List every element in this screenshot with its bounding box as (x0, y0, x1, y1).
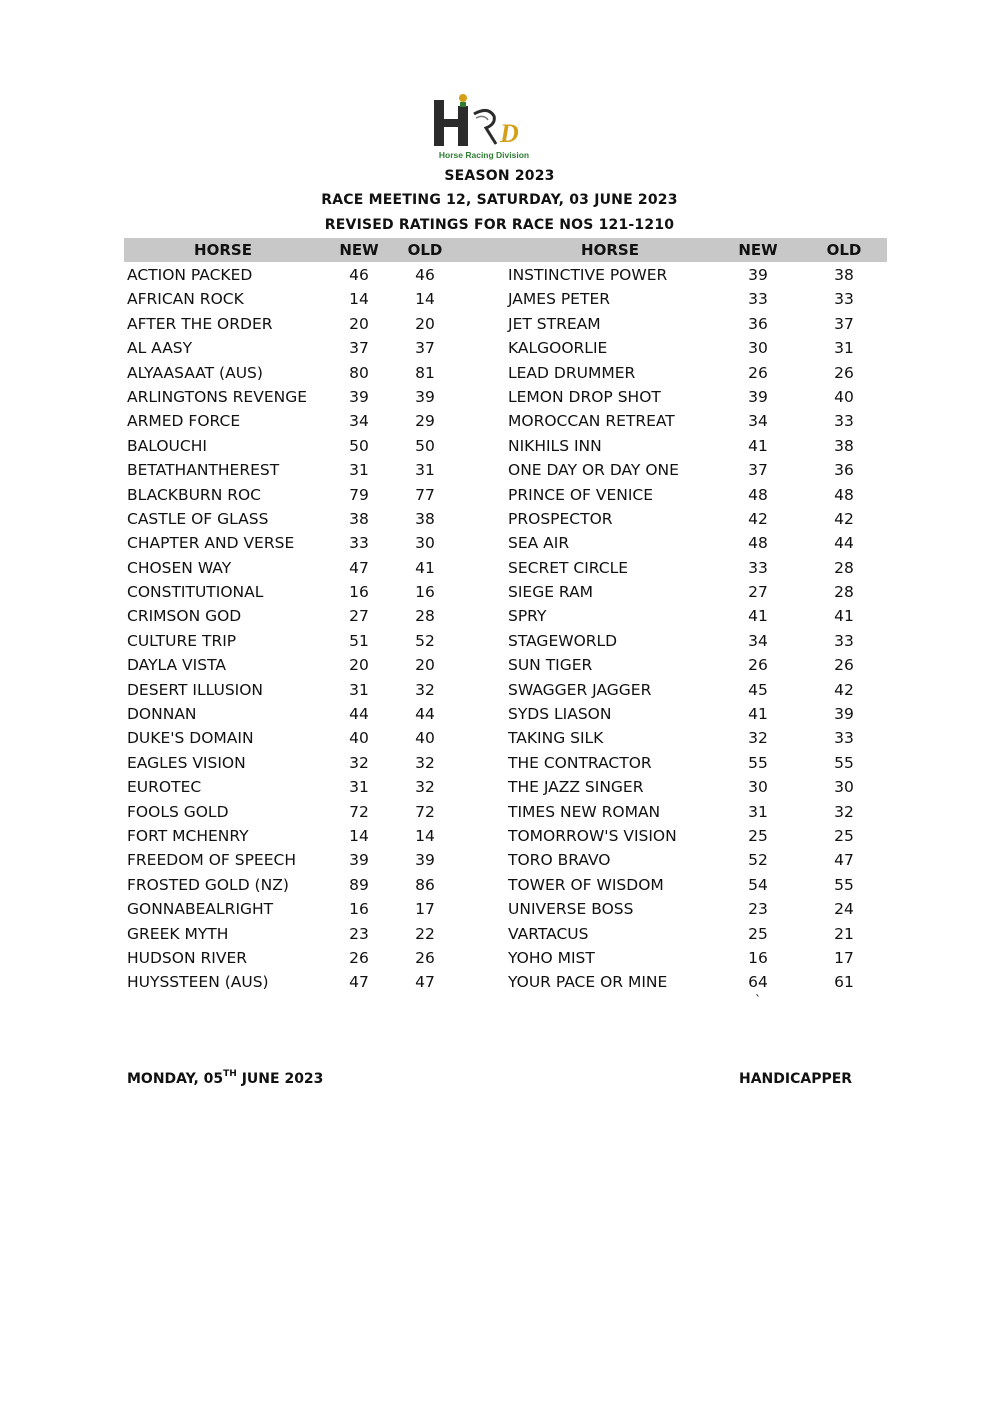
left-horse-cell: AFRICAN ROCK (127, 290, 244, 309)
left-horse-cell: BETATHANTHEREST (127, 461, 280, 480)
logo-caption: Horse Racing Division (438, 150, 530, 160)
left-old-cell: 32 (415, 778, 435, 797)
right-old-cell: 30 (834, 778, 854, 797)
left-old-cell: 14 (415, 290, 435, 309)
left-horse-cell: BALOUCHI (127, 436, 207, 455)
left-old-cell: 41 (415, 558, 435, 577)
left-horse-cell: CASTLE OF GLASS (127, 509, 269, 528)
table-row (0, 971, 999, 995)
left-horse-cell: FREEDOM OF SPEECH (127, 851, 297, 870)
left-horse-cell: ARMED FORCE (127, 412, 241, 431)
right-horse-cell: TOWER OF WISDOM (508, 875, 664, 894)
table-row (0, 679, 999, 703)
left-old-cell: 30 (415, 534, 435, 553)
left-horse-cell: CHAPTER AND VERSE (127, 534, 295, 553)
left-new-cell: 20 (349, 314, 369, 333)
right-old-cell: 28 (834, 558, 854, 577)
left-old-cell: 14 (415, 826, 435, 845)
left-horse-cell: FOOLS GOLD (127, 802, 229, 821)
right-old-cell: 32 (834, 802, 854, 821)
right-new-cell: 36 (748, 314, 768, 333)
header-horse-left: HORSE (194, 241, 252, 259)
left-old-cell: 77 (415, 485, 435, 504)
right-old-cell: 26 (834, 363, 854, 382)
right-old-cell: 31 (834, 339, 854, 358)
right-old-cell: 28 (834, 583, 854, 602)
table-row (0, 703, 999, 727)
left-horse-cell: GREEK MYTH (127, 924, 229, 943)
left-old-cell: 26 (415, 948, 435, 967)
left-new-cell: 37 (349, 339, 369, 358)
right-horse-cell: THE JAZZ SINGER (508, 778, 644, 797)
left-old-cell: 39 (415, 851, 435, 870)
left-new-cell: 40 (349, 729, 369, 748)
left-new-cell: 38 (349, 509, 369, 528)
left-new-cell: 44 (349, 705, 369, 724)
right-horse-cell: TIMES NEW ROMAN (508, 802, 661, 821)
left-horse-cell: DESERT ILLUSION (127, 680, 264, 699)
right-new-cell: 39 (748, 387, 768, 406)
right-old-cell: 55 (834, 753, 854, 772)
ratings-table (0, 264, 999, 996)
left-old-cell: 32 (415, 680, 435, 699)
meeting-title: RACE MEETING 12, SATURDAY, 03 JUNE 2023 (321, 192, 678, 208)
right-horse-cell: TORO BRAVO (508, 851, 611, 870)
table-row (0, 654, 999, 678)
stray-mark: ` (755, 993, 761, 1007)
right-horse-cell: SEA AIR (508, 534, 570, 553)
left-new-cell: 23 (349, 924, 369, 943)
right-horse-cell: SWAGGER JAGGER (508, 680, 652, 699)
right-new-cell: 25 (748, 924, 768, 943)
left-old-cell: 52 (415, 631, 435, 650)
right-horse-cell: MOROCCAN RETREAT (508, 412, 675, 431)
left-horse-cell: AFTER THE ORDER (127, 314, 273, 333)
left-horse-cell: AL AASY (127, 339, 193, 358)
right-new-cell: 48 (748, 534, 768, 553)
right-new-cell: 34 (748, 631, 768, 650)
left-new-cell: 14 (349, 290, 369, 309)
left-new-cell: 89 (349, 875, 369, 894)
left-new-cell: 72 (349, 802, 369, 821)
right-new-cell: 30 (748, 339, 768, 358)
right-new-cell: 55 (748, 753, 768, 772)
table-row (0, 581, 999, 605)
right-new-cell: 33 (748, 290, 768, 309)
left-horse-cell: ACTION PACKED (127, 266, 253, 284)
footer-date (127, 1069, 323, 1087)
left-new-cell: 16 (349, 583, 369, 602)
left-new-cell: 39 (349, 851, 369, 870)
right-horse-cell: YOHO MIST (508, 948, 595, 967)
right-horse-cell: VARTACUS (508, 924, 589, 943)
table-row (0, 874, 999, 898)
right-old-cell: 17 (834, 948, 854, 967)
header-new-left: NEW (339, 241, 379, 259)
right-new-cell: 45 (748, 680, 768, 699)
left-old-cell: 47 (415, 973, 435, 992)
left-old-cell: 22 (415, 924, 435, 943)
left-new-cell: 14 (349, 826, 369, 845)
table-row (0, 557, 999, 581)
left-new-cell: 46 (349, 266, 369, 284)
left-new-cell: 39 (349, 387, 369, 406)
table-row (0, 849, 999, 873)
right-old-cell: 26 (834, 656, 854, 675)
right-new-cell: 41 (748, 607, 768, 626)
right-new-cell: 26 (748, 363, 768, 382)
table-row (0, 605, 999, 629)
table-row (0, 923, 999, 947)
right-new-cell: 33 (748, 558, 768, 577)
left-horse-cell: DONNAN (127, 705, 197, 724)
right-old-cell: 33 (834, 631, 854, 650)
left-new-cell: 20 (349, 656, 369, 675)
right-old-cell: 55 (834, 875, 854, 894)
right-new-cell: 41 (748, 436, 768, 455)
right-horse-cell: THE CONTRACTOR (508, 753, 652, 772)
right-horse-cell: JET STREAM (508, 314, 601, 333)
left-horse-cell: CRIMSON GOD (127, 607, 242, 626)
right-new-cell: 54 (748, 875, 768, 894)
right-old-cell: 33 (834, 290, 854, 309)
right-new-cell: 34 (748, 412, 768, 431)
table-row (0, 459, 999, 483)
right-horse-cell: KALGOORLIE (508, 339, 608, 358)
right-horse-cell: NIKHILS INN (508, 436, 602, 455)
right-horse-cell: SECRET CIRCLE (508, 558, 629, 577)
season-title: SEASON 2023 (444, 168, 555, 184)
right-old-cell: 41 (834, 607, 854, 626)
left-old-cell: 38 (415, 509, 435, 528)
table-row (0, 435, 999, 459)
left-horse-cell: ARLINGTONS REVENGE (127, 387, 308, 406)
right-old-cell: 38 (834, 266, 854, 284)
footer-date-suffix: JUNE 2023 (236, 1071, 324, 1087)
left-old-cell: 31 (415, 461, 435, 480)
left-old-cell: 28 (415, 607, 435, 626)
left-new-cell: 47 (349, 558, 369, 577)
right-horse-cell: TOMORROW'S VISION (508, 826, 677, 845)
right-old-cell: 61 (834, 973, 854, 992)
table-row (0, 264, 999, 288)
left-new-cell: 32 (349, 753, 369, 772)
left-old-cell: 16 (415, 583, 435, 602)
left-old-cell: 81 (415, 363, 435, 382)
right-new-cell: 16 (748, 948, 768, 967)
left-new-cell: 16 (349, 900, 369, 919)
svg-text:D: D (500, 119, 519, 148)
right-new-cell: 23 (748, 900, 768, 919)
header-horse-right: HORSE (581, 241, 639, 259)
right-new-cell: 32 (748, 729, 768, 748)
right-new-cell: 64 (748, 973, 768, 992)
right-old-cell: 38 (834, 436, 854, 455)
right-horse-cell: LEMON DROP SHOT (508, 387, 661, 406)
table-row (0, 727, 999, 751)
left-new-cell: 51 (349, 631, 369, 650)
right-old-cell: 25 (834, 826, 854, 845)
right-new-cell: 25 (748, 826, 768, 845)
right-new-cell: 48 (748, 485, 768, 504)
table-row (0, 752, 999, 776)
left-old-cell: 44 (415, 705, 435, 724)
right-horse-cell: STAGEWORLD (508, 631, 618, 650)
header-new-right: NEW (738, 241, 778, 259)
right-old-cell: 33 (834, 412, 854, 431)
table-row (0, 313, 999, 337)
table-row (0, 898, 999, 922)
left-horse-cell: DUKE'S DOMAIN (127, 729, 254, 748)
footer-signature: HANDICAPPER (739, 1071, 853, 1087)
table-row (0, 288, 999, 312)
table-row (0, 484, 999, 508)
right-new-cell: 30 (748, 778, 768, 797)
revised-title: REVISED RATINGS FOR RACE NOS 121-1210 (324, 217, 675, 233)
right-old-cell: 37 (834, 314, 854, 333)
right-horse-cell: SUN TIGER (508, 656, 593, 675)
right-horse-cell: ONE DAY OR DAY ONE (508, 461, 679, 480)
left-horse-cell: CONSTITUTIONAL (127, 583, 264, 602)
left-new-cell: 47 (349, 973, 369, 992)
left-new-cell: 31 (349, 461, 369, 480)
right-new-cell: 37 (748, 461, 768, 480)
right-horse-cell: PROSPECTOR (508, 509, 613, 528)
right-new-cell: 41 (748, 705, 768, 724)
left-new-cell: 33 (349, 534, 369, 553)
left-old-cell: 32 (415, 753, 435, 772)
right-new-cell: 26 (748, 656, 768, 675)
table-row (0, 776, 999, 800)
left-new-cell: 31 (349, 680, 369, 699)
left-old-cell: 46 (415, 266, 435, 284)
header-old-right: OLD (826, 241, 862, 259)
left-horse-cell: EUROTEC (127, 778, 202, 797)
left-horse-cell: CHOSEN WAY (127, 558, 232, 577)
left-horse-cell: HUYSSTEEN (AUS) (127, 973, 269, 992)
right-horse-cell: PRINCE OF VENICE (508, 485, 654, 504)
left-old-cell: 37 (415, 339, 435, 358)
right-new-cell: 39 (748, 266, 768, 284)
right-old-cell: 33 (834, 729, 854, 748)
right-old-cell: 24 (834, 900, 854, 919)
left-horse-cell: HUDSON RIVER (127, 948, 248, 967)
left-horse-cell: FROSTED GOLD (NZ) (127, 875, 289, 894)
footer-date-sup: TH (223, 1069, 237, 1079)
right-horse-cell: SPRY (508, 607, 547, 626)
left-new-cell: 31 (349, 778, 369, 797)
right-horse-cell: JAMES PETER (508, 290, 611, 309)
left-new-cell: 26 (349, 948, 369, 967)
left-old-cell: 86 (415, 875, 435, 894)
left-old-cell: 20 (415, 656, 435, 675)
right-horse-cell: SIEGE RAM (508, 583, 594, 602)
left-horse-cell: BLACKBURN ROC (127, 485, 262, 504)
table-row (0, 630, 999, 654)
left-old-cell: 29 (415, 412, 435, 431)
left-horse-cell: DAYLA VISTA (127, 656, 226, 675)
right-horse-cell: TAKING SILK (508, 729, 604, 748)
left-horse-cell: ALYAASAAT (AUS) (127, 363, 263, 382)
left-new-cell: 80 (349, 363, 369, 382)
table-row (0, 337, 999, 361)
table-row (0, 532, 999, 556)
right-new-cell: 42 (748, 509, 768, 528)
right-horse-cell: UNIVERSE BOSS (508, 900, 634, 919)
left-old-cell: 40 (415, 729, 435, 748)
right-new-cell: 31 (748, 802, 768, 821)
left-horse-cell: FORT MCHENRY (127, 826, 249, 845)
right-old-cell: 44 (834, 534, 854, 553)
table-row (0, 410, 999, 434)
table-row (0, 362, 999, 386)
footer-date-prefix: MONDAY, 05 (127, 1071, 224, 1087)
header-old-left: OLD (407, 241, 443, 259)
right-horse-cell: INSTINCTIVE POWER (508, 266, 668, 284)
left-new-cell: 27 (349, 607, 369, 626)
right-new-cell: 52 (748, 851, 768, 870)
table-row (0, 386, 999, 410)
right-old-cell: 36 (834, 461, 854, 480)
table-row (0, 947, 999, 971)
left-new-cell: 50 (349, 436, 369, 455)
right-new-cell: 27 (748, 583, 768, 602)
left-new-cell: 34 (349, 412, 369, 431)
left-old-cell: 20 (415, 314, 435, 333)
right-old-cell: 40 (834, 387, 854, 406)
left-horse-cell: GONNABEALRIGHT (127, 900, 274, 919)
left-old-cell: 50 (415, 436, 435, 455)
table-row (0, 825, 999, 849)
right-old-cell: 48 (834, 485, 854, 504)
right-horse-cell: LEAD DRUMMER (508, 363, 636, 382)
left-old-cell: 17 (415, 900, 435, 919)
left-old-cell: 39 (415, 387, 435, 406)
right-old-cell: 39 (834, 705, 854, 724)
right-horse-cell: YOUR PACE OR MINE (508, 973, 668, 992)
right-old-cell: 47 (834, 851, 854, 870)
left-new-cell: 79 (349, 485, 369, 504)
right-old-cell: 42 (834, 680, 854, 699)
left-horse-cell: CULTURE TRIP (127, 631, 237, 650)
table-row (0, 508, 999, 532)
right-old-cell: 42 (834, 509, 854, 528)
right-horse-cell: SYDS LIASON (508, 705, 612, 724)
right-old-cell: 21 (834, 924, 854, 943)
left-old-cell: 72 (415, 802, 435, 821)
left-horse-cell: EAGLES VISION (127, 753, 246, 772)
table-row (0, 801, 999, 825)
